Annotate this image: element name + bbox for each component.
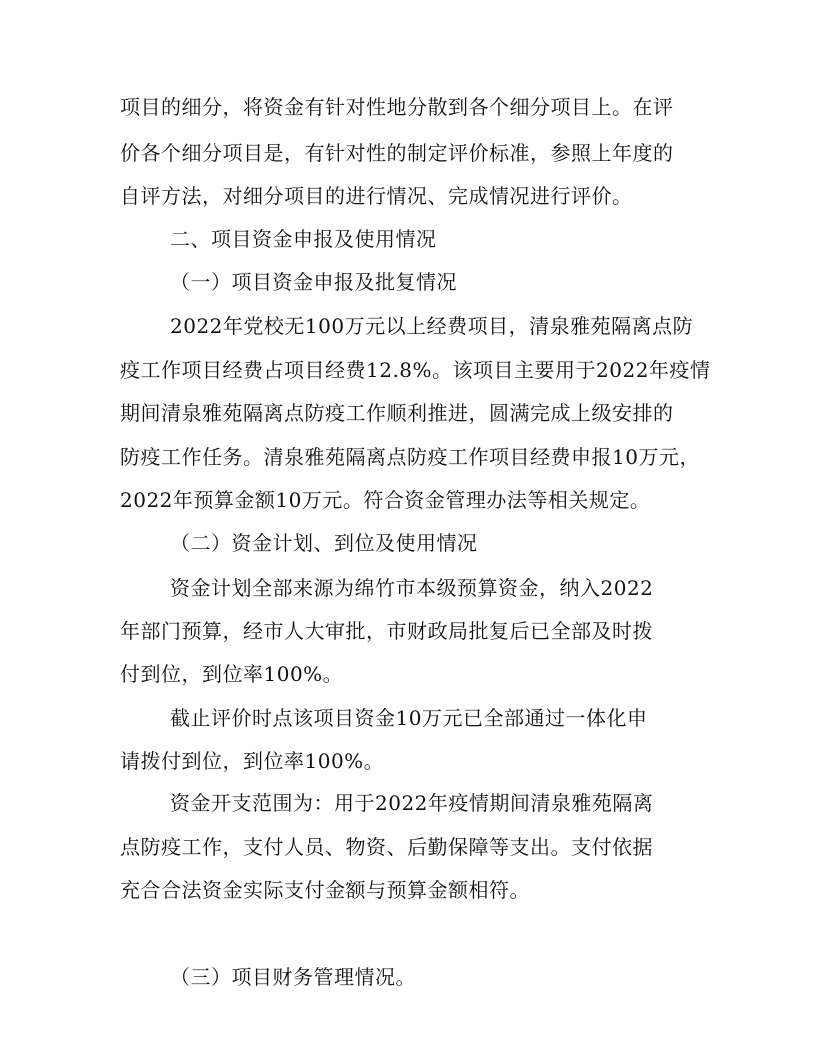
paragraph-line: 截止评价时点该项目资金10万元已全部通过一体化申 xyxy=(170,706,648,730)
section-heading: 二、项目资金申报及使用情况 xyxy=(170,227,437,251)
paragraph-line: 价各个细分项目是，有针对性的制定评价标准，参照上年度的 xyxy=(120,141,674,165)
paragraph-line: 防疫工作任务。清泉雅苑隔离点防疫工作项目经费申报10万元， xyxy=(120,445,700,469)
paragraph-line: 期间清泉雅苑隔离点防疫工作顺利推进，圆满完成上级安排的 xyxy=(120,401,674,425)
paragraph-line: 项目的细分，将资金有针对性地分散到各个细分项目上。在评 xyxy=(120,95,674,119)
paragraph-line: 点防疫工作，支付人员、物资、后勤保障等支出。支付依据 xyxy=(120,835,653,859)
paragraph-line: 疫工作项目经费占项目经费12.8%。该项目主要用于2022年疫情 xyxy=(120,358,711,382)
paragraph-line: 资金开支范围为：用于2022年疫情期间清泉雅苑隔离 xyxy=(170,791,654,815)
subsection-heading: （二）资金计划、到位及使用情况 xyxy=(170,531,478,555)
paragraph-line: 请拨付到位，到位率100%。 xyxy=(120,749,385,773)
subsection-heading: （一）项目资金申报及批复情况 xyxy=(170,270,457,294)
subsection-heading: （三）项目财务管理情况。 xyxy=(170,965,416,989)
paragraph-line: 2022年预算金额10万元。符合资金管理办法等相关规定。 xyxy=(120,488,651,512)
paragraph-line: 资金计划全部来源为绵竹市本级预算资金，纳入2022 xyxy=(170,576,654,600)
paragraph-line: 自评方法，对细分项目的进行情况、完成情况进行评价。 xyxy=(120,184,633,208)
paragraph-line: 付到位，到位率100%。 xyxy=(120,662,344,686)
paragraph-line: 2022年党校无100万元以上经费项目，清泉雅苑隔离点防 xyxy=(170,314,694,338)
paragraph-line: 充合合法资金实际支付金额与预算金额相符。 xyxy=(120,878,530,902)
paragraph-line: 年部门预算，经市人大审批，市财政局批复后已全部及时拨 xyxy=(120,619,653,643)
